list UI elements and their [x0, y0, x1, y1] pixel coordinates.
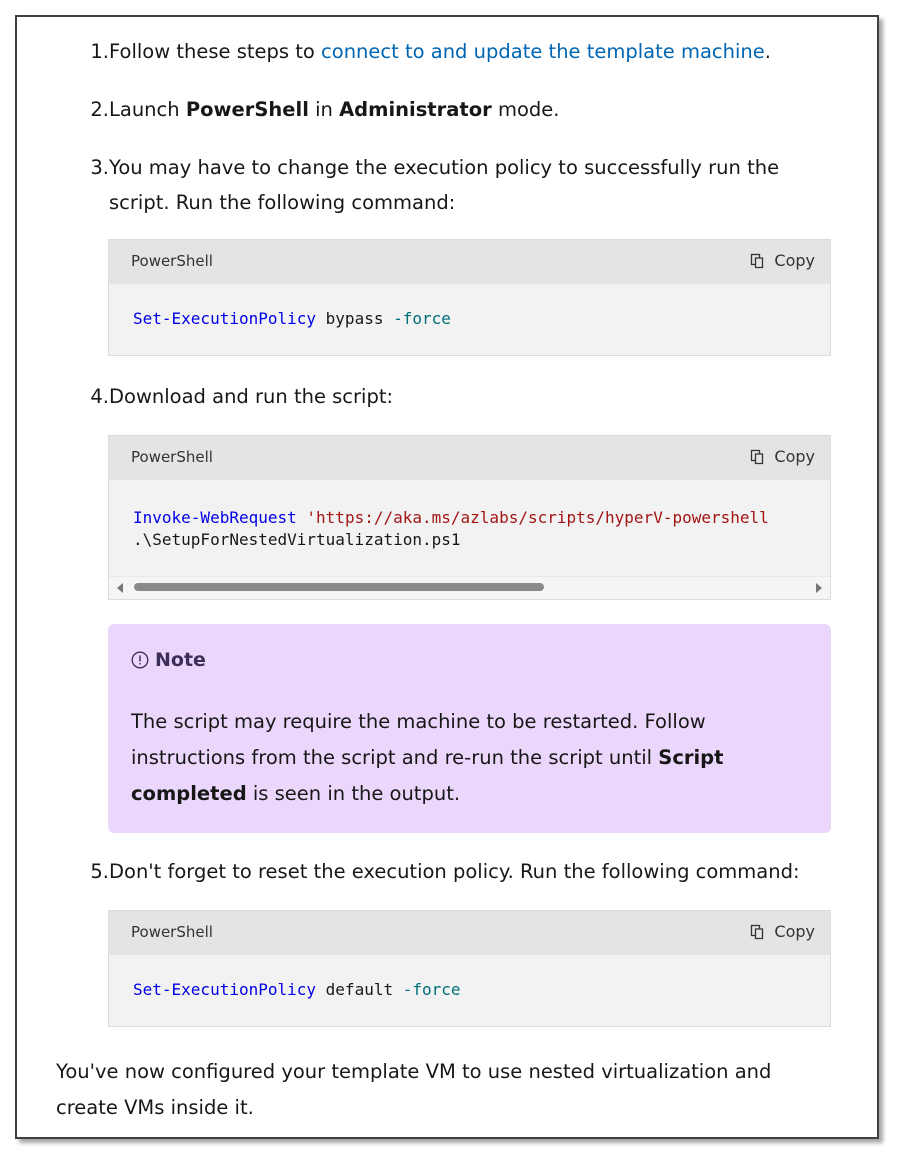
code-language: PowerShell [131, 252, 213, 270]
step-text: Download and run the script: [109, 385, 394, 408]
copy-button[interactable]: Copy [750, 251, 815, 270]
step-number: 1. [90, 40, 109, 63]
code-block [108, 239, 831, 356]
document-frame [15, 15, 879, 1139]
copy-button[interactable]: Copy [750, 922, 815, 941]
note-callout [108, 624, 831, 833]
horizontal-scrollbar[interactable] [109, 576, 830, 599]
step-text: You may have to change the execution policy to successfully run the script. Run the following command: [109, 156, 780, 214]
step-text: Follow these steps to connect to and update the template machine. [109, 40, 771, 63]
copy-button[interactable]: Copy [750, 447, 815, 466]
code-block [108, 910, 831, 1027]
note-title: Note [131, 649, 206, 671]
step-number: 4. [90, 385, 109, 408]
copy-icon [750, 924, 766, 940]
code-content: Invoke-WebRequest 'https://aka.ms/azlabs/scripts/hyperV-powershell .\SetupForNestedVirtualization.ps1 [133, 508, 769, 549]
closing-paragraph: You've now configured your template VM to use nested virtualization and create VMs inside it. [56, 1060, 772, 1119]
step-number: 3. [90, 156, 109, 179]
code-header [109, 436, 830, 480]
code-header [109, 911, 830, 955]
copy-icon [750, 253, 766, 269]
code-block [108, 435, 831, 600]
step-number: 2. [90, 98, 109, 121]
template-machine-link[interactable]: connect to and update the template machine [321, 40, 765, 63]
scroll-right-icon[interactable] [816, 583, 822, 593]
code-content: Set-ExecutionPolicy bypass -force [133, 309, 451, 328]
note-body: The script may require the machine to be restarted. Follow instructions from the script and re-run the script until Script completed is seen in the output. [131, 710, 724, 805]
scrollbar-thumb[interactable] [134, 583, 544, 591]
step-text: Launch PowerShell in Administrator mode. [109, 98, 560, 121]
code-header [109, 240, 830, 284]
step-number: 5. [90, 860, 109, 883]
code-language: PowerShell [131, 448, 213, 466]
copy-icon [750, 449, 766, 465]
scroll-left-icon[interactable] [117, 583, 123, 593]
code-content: Set-ExecutionPolicy default -force [133, 980, 461, 999]
code-language: PowerShell [131, 923, 213, 941]
info-circle-icon [131, 651, 149, 669]
step-text: Don't forget to reset the execution policy. Run the following command: [109, 860, 800, 883]
